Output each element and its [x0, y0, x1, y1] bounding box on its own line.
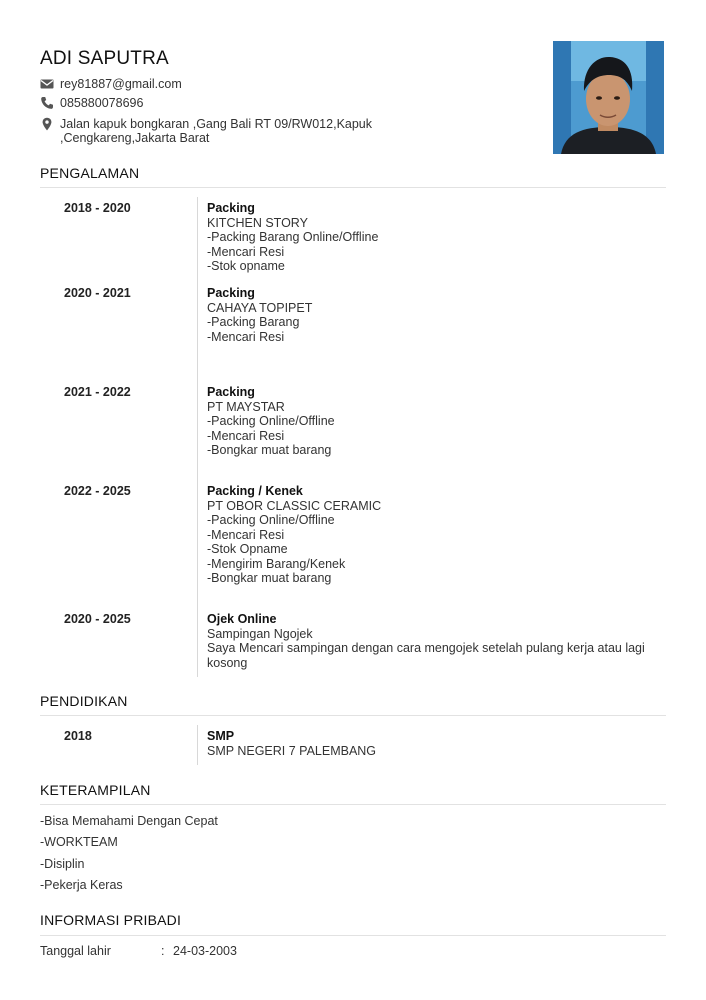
- divider: [40, 935, 666, 936]
- contact-phone: [40, 96, 400, 112]
- experience-duty: -Bongkar muat barang: [207, 443, 332, 457]
- experience-duty: -Packing Barang: [207, 315, 300, 329]
- education-school: SMP NEGERI 7 PALEMBANG: [207, 743, 377, 758]
- education-period: 2018: [64, 729, 92, 743]
- education-level: SMP: [207, 729, 235, 743]
- experience-duty: -Mencari Resi: [207, 527, 285, 542]
- skill-item: -Disiplin: [40, 857, 85, 871]
- skill-item: -Bisa Memahami Dengan Cepat: [40, 814, 218, 828]
- phone-icon: [40, 96, 54, 110]
- skill-item: -WORKTEAM: [40, 835, 118, 849]
- experience-company: CAHAYA TOPIPET: [207, 300, 313, 315]
- experience-role: Packing: [207, 201, 255, 215]
- experience-entry: [207, 612, 647, 670]
- divider: [40, 804, 666, 805]
- experience-role: Packing: [207, 385, 255, 399]
- personal-info-section-title: INFORMASI PRIBADI: [40, 912, 182, 928]
- experience-duty: -Mencari Resi: [207, 329, 285, 344]
- experience-duty: -Packing Barang Online/Offline: [207, 230, 379, 244]
- experience-duty: -Stok Opname: [207, 542, 288, 556]
- email-text: rey81887@gmail.com: [60, 77, 182, 91]
- experience-role: Ojek Online: [207, 612, 277, 626]
- contact-email: [40, 77, 400, 93]
- experience-company: KITCHEN STORY: [207, 215, 308, 230]
- experience-duty: -Stok opname: [207, 259, 285, 273]
- experience-period: 2022 - 2025: [64, 484, 131, 498]
- education-section-title: PENDIDIKAN: [40, 693, 128, 709]
- experience-entry: [207, 286, 647, 344]
- divider: [40, 715, 666, 716]
- experience-entry: [207, 201, 647, 274]
- info-separator: :: [161, 944, 165, 958]
- experience-role: Packing: [207, 286, 255, 300]
- experience-company: PT OBOR CLASSIC CERAMIC: [207, 498, 382, 513]
- experience-duty: Saya Mencari sampingan dengan cara mengojek setelah pulang kerja atau lagi kosong: [207, 641, 645, 670]
- experience-period: 2018 - 2020: [64, 201, 131, 215]
- candidate-name: ADI SAPUTRA: [40, 48, 169, 69]
- timeline-line: [197, 725, 198, 765]
- location-pin-icon: [40, 117, 54, 131]
- contact-address: [40, 117, 440, 149]
- experience-section-title: PENGALAMAN: [40, 165, 140, 181]
- experience-duty: -Bongkar muat barang: [207, 571, 332, 585]
- experience-duty: -Mencari Resi: [207, 244, 285, 259]
- experience-duty: -Mencari Resi: [207, 428, 285, 443]
- experience-duty: -Mengirim Barang/Kenek: [207, 556, 346, 571]
- phone-text: 085880078696: [60, 96, 144, 110]
- experience-company: Sampingan Ngojek: [207, 626, 313, 641]
- experience-role: Packing / Kenek: [207, 484, 303, 498]
- experience-period: 2021 - 2022: [64, 385, 131, 399]
- profile-photo: [553, 41, 664, 154]
- experience-company: PT MAYSTAR: [207, 399, 285, 414]
- birth-date-label: Tanggal lahir: [40, 944, 111, 958]
- experience-duty: -Packing Online/Offline: [207, 513, 335, 527]
- experience-duty: -Packing Online/Offline: [207, 414, 335, 428]
- experience-period: 2020 - 2021: [64, 286, 131, 300]
- birth-date-value: 24-03-2003: [173, 944, 237, 958]
- skill-item: -Pekerja Keras: [40, 878, 123, 892]
- experience-entry: [207, 385, 647, 458]
- skills-section-title: KETERAMPILAN: [40, 782, 151, 798]
- envelope-icon: [40, 77, 54, 91]
- education-entry: [207, 729, 647, 758]
- divider: [40, 187, 666, 188]
- experience-period: 2020 - 2025: [64, 612, 131, 626]
- timeline-line: [197, 197, 198, 677]
- experience-entry: [207, 484, 647, 586]
- address-text: Jalan kapuk bongkaran ,Gang Bali RT 09/RW012,Kapuk ,Cengkareng,Jakarta Barat: [60, 117, 373, 145]
